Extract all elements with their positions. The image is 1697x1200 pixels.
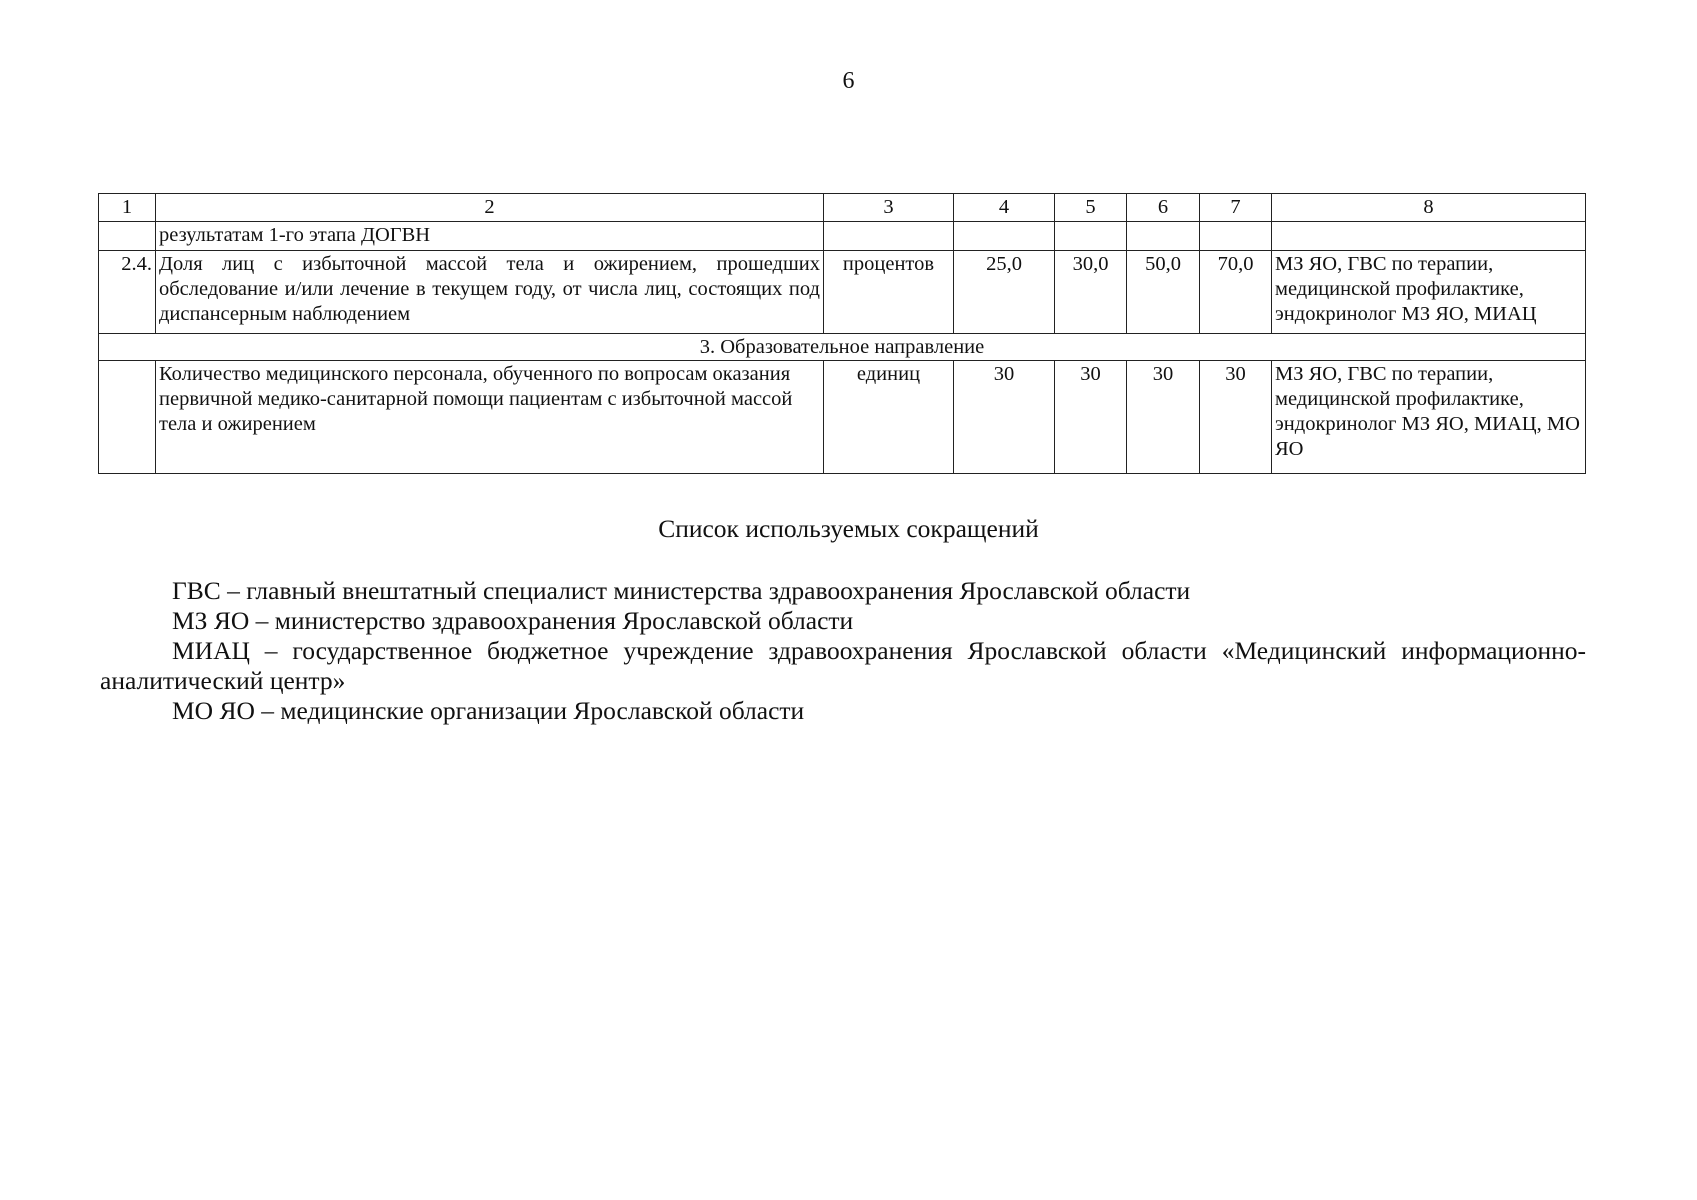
row-number-cell [99,222,156,251]
column-header: 4 [954,194,1055,222]
column-header: 3 [824,194,954,222]
column-header: 2 [156,194,824,222]
column-header: 6 [1127,194,1200,222]
abbreviations-list [100,576,1586,726]
column-header: 5 [1055,194,1127,222]
row-number-cell [99,361,156,474]
indicator-name-cell: Количество медицинского персонала, обученного по вопросам оказания первичной медико-санитарной помощи пациентам с избыточной массой тела и ожирением [156,361,824,474]
column-header: 8 [1272,194,1586,222]
indicator-name-cell: результатам 1-го этапа ДОГВН [156,222,824,251]
value-cell: 30 [1127,361,1200,474]
value-cell: 25,0 [954,251,1055,334]
value-cell [1200,222,1272,251]
abbreviation-item: МЗ ЯО – министерство здравоохранения Ярославской области [172,606,854,635]
table-row [99,361,1586,474]
value-cell [1055,222,1127,251]
table-row [99,251,1586,334]
unit-cell: единиц [824,361,954,474]
column-header: 7 [1200,194,1272,222]
indicators-table [98,193,1586,474]
section-title: 3. Образовательное направление [99,334,1586,361]
value-cell: 70,0 [1200,251,1272,334]
responsible-cell: МЗ ЯО, ГВС по терапии, медицинской профилактике, эндокринолог МЗ ЯО, МИАЦ [1272,251,1586,334]
unit-cell [824,222,954,251]
table-row [99,222,1586,251]
section-row [99,334,1586,361]
responsible-cell [1272,222,1586,251]
responsible-cell: МЗ ЯО, ГВС по терапии, медицинской профилактике, эндокринолог МЗ ЯО, МИАЦ, МО ЯО [1272,361,1586,474]
indicator-name-cell: Доля лиц с избыточной массой тела и ожирением, прошедших обследование и/или лечение в текущем году, от числа лиц, состоящих под диспансерным наблюдением [156,251,824,334]
abbreviation-item: ГВС – главный внештатный специалист министерства здравоохранения Ярославской области [172,576,1191,605]
abbreviation-item: МИАЦ – государственное бюджетное учреждение здравоохранения Ярославской области «Медицинский информационно-аналитический центр» [100,636,1586,695]
table-header-row [99,194,1586,222]
value-cell: 30 [1055,361,1127,474]
value-cell: 30 [954,361,1055,474]
value-cell: 50,0 [1127,251,1200,334]
value-cell [1127,222,1200,251]
abbreviation-item: МО ЯО – медицинские организации Ярославской области [172,696,805,725]
unit-cell: процентов [824,251,954,334]
abbreviations-title: Список используемых сокращений [658,514,1039,543]
column-header: 1 [99,194,156,222]
page-number: 6 [842,68,855,94]
row-number-cell: 2.4. [99,251,156,334]
value-cell: 30,0 [1055,251,1127,334]
value-cell [954,222,1055,251]
value-cell: 30 [1200,361,1272,474]
